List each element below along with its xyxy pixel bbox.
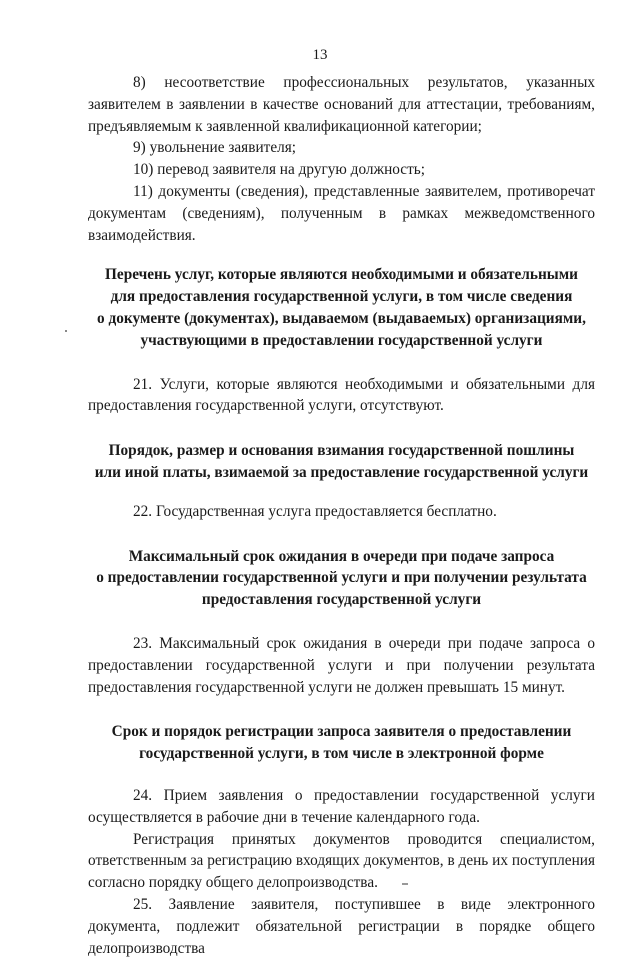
heading-line: Срок и порядок регистрации запроса заявителя о предоставлении <box>111 723 572 741</box>
services-section-heading <box>88 264 595 351</box>
item-10-paragraph: 10) перевод заявителя на другую должность; <box>133 161 426 179</box>
page-content <box>88 72 595 959</box>
item-9-paragraph: 9) увольнение заявителя; <box>133 139 297 157</box>
fee-section-heading <box>88 440 595 484</box>
item-24-registration-paragraph: Регистрация принятых документов проводится специалистом, ответственным за регистрацию входящих документов, в день их поступления согласно порядку общего делопроизводства. <box>88 830 595 892</box>
heading-line: Порядок, размер и основания взимания государственной пошлины <box>108 442 575 460</box>
heading-line: о предоставлении государственной услуги и при получении результата <box>96 569 587 587</box>
heading-line: Максимальный срок ожидания в очереди при подаче запроса <box>128 547 555 565</box>
heading-line: для предоставления государственной услуги, в том числе сведения <box>110 288 573 306</box>
scan-speck <box>402 883 408 885</box>
page-number: 13 <box>312 47 328 63</box>
scan-speck <box>65 330 67 332</box>
item-11-paragraph: 11) документы (сведения), представленные заявителем, противоречат документам (сведениям), полученным в рамках межведомственного взаимодействия. <box>88 182 595 244</box>
item-23-paragraph: 23. Максимальный срок ожидания в очереди при подаче запроса о предоставлении государственной услуги и при получении результата предоставления государственной услуги не должен превышать 15 минут. <box>88 634 595 696</box>
item-21-paragraph: 21. Услуги, которые являются необходимыми и обязательными для предоставления государственной услуги, отсутствуют. <box>88 375 595 415</box>
heading-line: предоставления государственной услуги <box>201 591 482 609</box>
heading-line: о документе (документах), выдаваемом (выдаваемых) организациями, <box>97 309 586 327</box>
item-8-paragraph: 8) несоответствие профессиональных результатов, указанных заявителем в заявлении в качестве оснований для аттестации, требованиям, предъявляемым к заявленной квалификационной категории; <box>88 74 595 135</box>
item-25-paragraph: 25. Заявление заявителя, поступившее в виде электронного документа, подлежит обязательной регистрации в порядке общего делопроизводства <box>88 895 595 957</box>
heading-line: участвующими в предоставлении государственной услуги <box>140 331 543 349</box>
item-24-paragraph: 24. Прием заявления о предоставлении государственной услуги осуществляется в рабочие дни в течение календарного года. <box>88 786 595 826</box>
registration-section-heading <box>88 721 595 765</box>
heading-line: или иной платы, взимаемой за предоставление государственной услуги <box>94 463 589 481</box>
waiting-time-section-heading <box>88 546 595 611</box>
heading-line: Перечень услуг, которые являются необходимыми и обязательными <box>105 266 578 284</box>
heading-line: государственной услуги, в том числе в электронной форме <box>139 745 544 763</box>
item-22-paragraph: 22. Государственная услуга предоставляется бесплатно. <box>133 502 497 520</box>
